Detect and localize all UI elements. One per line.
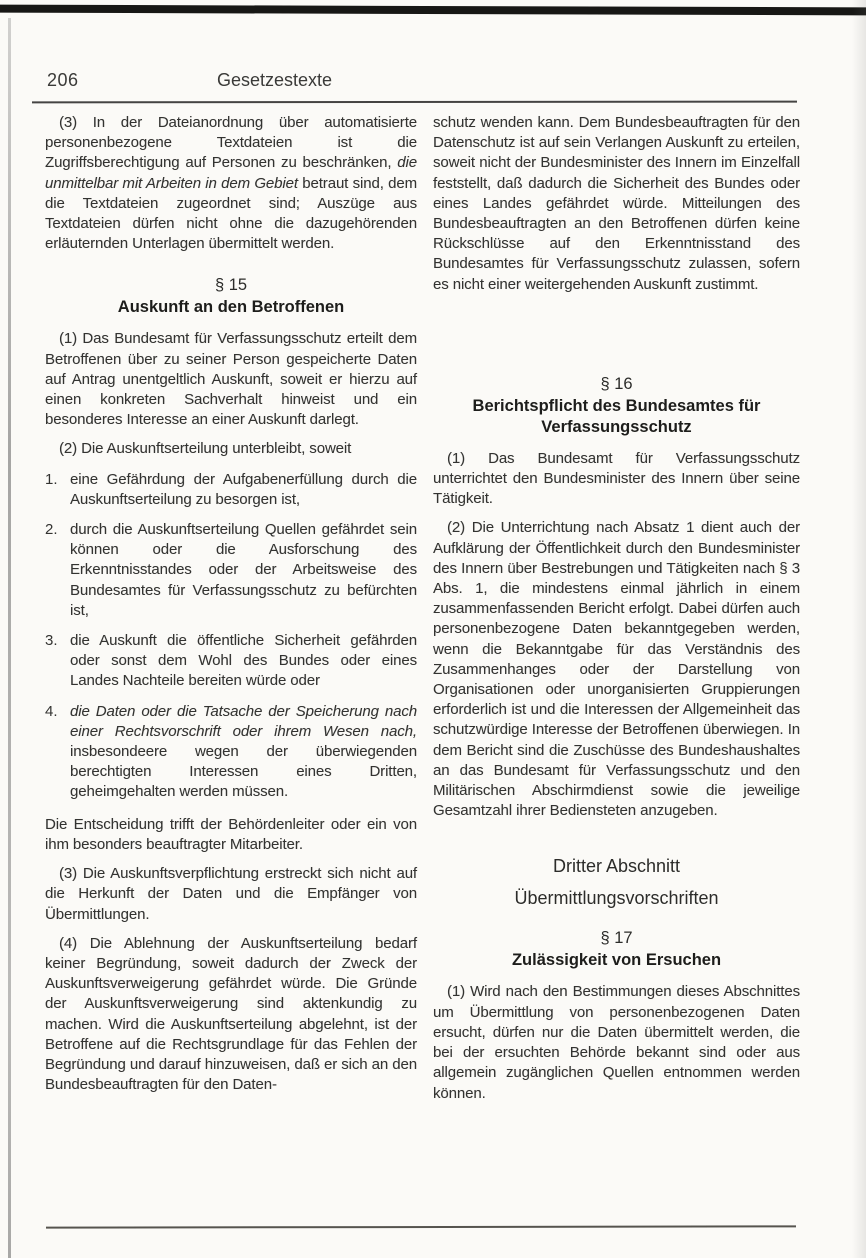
- list-item-2: [45, 520, 417, 621]
- page-title: Gesetzestexte: [217, 70, 333, 90]
- paragraph-16-2: (2) Die Unterrichtung nach Absatz 1 dient auch der Aufklärung der Öffentlichkeit durch den Bundesminister des Innern über Bestrebungen und Tätigkeiten nach § 3 Abs. 1, die mindestens einmal jährlich in einem zusammenfassenden Bericht erfolgt. Dabei dürfen auch personenbezogene Daten bekanntgegeben werden, wenn die Bekanntgabe für das Verständnis des Zusammenhanges oder der Darstellung von Organisationen oder unorganisierten Gruppierungen erforderlich ist und die Interessen der Allgemeinheit das schutzwürdige Interesse der Betroffenen überwiegen. In dem Bericht sind die Zuschüsse des Bundeshaushaltes an das Bundesamt für Verfassungsschutz und den Militärischen Abschirmdienst sowie die jeweilige Gesamtzahl ihrer Bediensteten anzugeben.: [433, 519, 800, 820]
- paragraph-text-italic: die unmittelbar mit Arbeiten in dem Gebiet: [45, 154, 417, 192]
- list-item-text-normal: insbesondeere wegen der überwiegenden berechtigten Interessen eines Dritten, geheimgehalten werden müssen.: [70, 743, 417, 801]
- chapter-heading: [433, 855, 800, 909]
- paragraph-15-4-continuation: schutz wenden kann. Dem Bundesbeauftragten für den Datenschutz ist auf sein Verlangen Auskunft zu erteilen, soweit nicht der Bundesminister des Innern im Einzelfall feststellt, daß dadurch die Sicherheit des Bundes oder eines Landes gefährdet würde. Mitteilungen des Bundesbeauftragten an den Betroffenen dürfen keine Rückschlüsse auf den Erkenntnisstand des Bundesamtes für Verfassungsschutz zulassen, sofern es nicht einer weitergehenden Auskunft zustimmt.: [433, 114, 800, 293]
- page-content: [45, 66, 800, 1246]
- section-16-number: § 16: [600, 374, 633, 393]
- list-item-number: 1.: [45, 470, 58, 488]
- list-item-text: eine Gefährdung der Aufgabenerfüllung durch die Auskunftserteilung zu besorgen ist,: [70, 470, 417, 508]
- paragraph-16-1: (1) Das Bundesamt für Verfassungsschutz unterrichtet den Bundesminister des Innern über seine Tätigkeit.: [433, 449, 800, 508]
- list-item-text-italic: die Daten oder die Tatsache der Speicherung nach einer Rechtsvorschrift oder ihrem Wesen nach,: [70, 702, 417, 740]
- section-15-heading: [45, 274, 417, 318]
- list-item-number: 2.: [45, 521, 58, 539]
- paragraph-15-2-intro: (2) Die Auskunftserteilung unterbleibt, soweit: [59, 440, 352, 458]
- scan-edge-left-line: [8, 18, 11, 1258]
- list-item-text: [70, 702, 417, 803]
- list-item-number: 3.: [45, 632, 58, 650]
- paragraph-15-3: (3) Die Auskunftsverpflichtung erstreckt sich nicht auf die Herkunft der Daten und die Empfänger von Übermittlungen.: [45, 865, 417, 923]
- section-17-number: § 17: [600, 929, 633, 948]
- section-16-title: Berichtspflicht des Bundesamtes für Verfassungsschutz: [472, 396, 761, 436]
- list-item-text: durch die Auskunftserteilung Quellen gefährdet sein können oder die Ausforschung des Erkenntnisstandes oder der Arbeitsweise des Bundesamtes für Verfassungsschutz zu befürchten ist,: [70, 521, 417, 619]
- list-item-number: 4.: [45, 702, 58, 720]
- section-17-heading: [433, 927, 800, 971]
- section-15-number: § 15: [214, 276, 248, 295]
- scan-edge-top-bar: [0, 5, 866, 16]
- chapter-subtitle: Übermittlungsvorschriften: [514, 888, 719, 909]
- section-16-heading: [433, 373, 800, 438]
- list-item-text: die Auskunft die öffentliche Sicherheit gefährden oder sonst dem Wohl des Bundes oder eines Landes Nachteile bereiten würde oder: [70, 632, 417, 690]
- paragraph-15-4: (4) Die Ablehnung der Auskunftserteilung bedarf keiner Begründung, soweit dadurch der Zweck der Auskunftsverweigerung gefährdet würde. Die Gründe der Auskunftsverweigerung sind aktenkundig zu machen. Wird die Auskunftserteilung abgelehnt, ist der Betroffene auf die Rechtsgrundlage für das Fehlen der Begründung und darauf hinzuweisen, daß er sich an den Bundesbeauftragten für den Daten-: [45, 934, 417, 1094]
- section-15-title: Auskunft an den Betroffenen: [117, 298, 345, 317]
- chapter-name: Dritter Abschnitt: [552, 856, 681, 877]
- right-column: [433, 113, 800, 1104]
- list-item-3: [45, 631, 417, 692]
- paragraph-decision: Die Entscheidung trifft der Behördenleiter oder ein von ihm besonders beauftragter Mitarbeiter.: [45, 815, 417, 853]
- list-item-1: [45, 470, 417, 510]
- left-column: [45, 113, 417, 1104]
- page-header: [45, 66, 800, 102]
- paragraph-text: betraut sind, dem die Textdateien zugeordnet sind; Auszüge aus Textdateien dürfen nicht ohne die dazugehörenden erläuternden Unterlagen übermittelt werden.: [45, 174, 417, 253]
- list-item-4: [45, 702, 417, 803]
- paragraph-17-1: (1) Wird nach den Bestimmungen dieses Abschnittes um Übermittlung von personenbezogenen Daten ersucht, dürfen nur die Daten übermittelt werden, die bei der ersuchten Behörde bekannt sind oder aus allgemein zugänglichen Quellen entnommen werden können.: [433, 983, 800, 1102]
- section-17-title: Zulässigkeit von Ersuchen: [511, 951, 722, 970]
- paragraph-15-1: (1) Das Bundesamt für Verfassungsschutz erteilt dem Betroffenen über zu seiner Person gespeicherte Daten auf Antrag unentgeltlich Auskunft, soweit er hierzu auf einen konkreten Sachverhalt hinweist und ein besonderes Interesse an einer Auskunft darlegt.: [45, 330, 417, 429]
- paragraph-text: (3) In der Dateianordnung über automatisierte personenbezogene Textdateien ist die Zugriffsberechtigung auf Personen zu beschränken,: [45, 114, 417, 172]
- scan-edge-right-shade: [852, 0, 866, 1258]
- two-column-text: [45, 113, 800, 1104]
- page-number: 206: [47, 70, 79, 90]
- paragraph-14-3: [45, 113, 417, 254]
